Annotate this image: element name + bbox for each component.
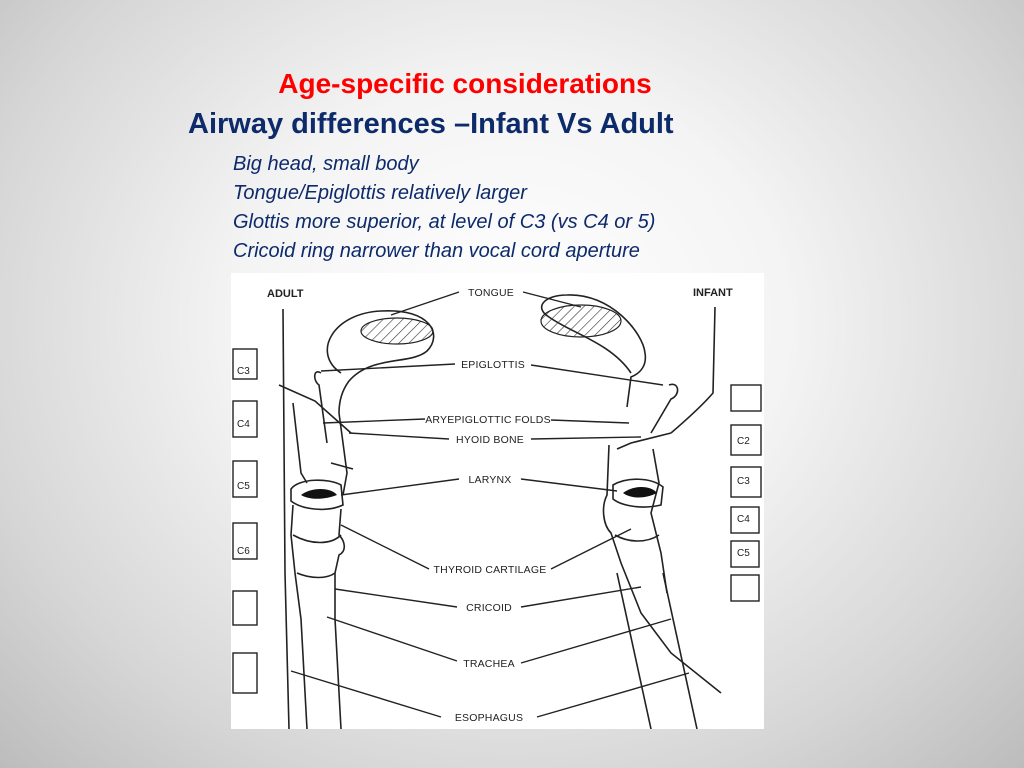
slide-subtitle: Airway differences –Infant Vs Adult	[188, 108, 674, 140]
vertebra-label: C2	[737, 436, 750, 447]
larynx-label: LARYNX	[468, 474, 512, 486]
vertebra-label: C4	[237, 419, 250, 430]
cricoid-label: CRICOID	[466, 602, 512, 614]
esophagus-label: ESOPHAGUS	[454, 712, 524, 724]
infant-airway-drawing	[541, 295, 721, 729]
bullet-item: Big head, small body	[233, 153, 419, 175]
vertebra-label: C6	[237, 546, 250, 557]
vertebra-label: C3	[237, 366, 250, 377]
tongue-label: TONGUE	[468, 287, 514, 299]
aryepiglottic-folds-label: ARYEPIGLOTTIC FOLDS	[425, 414, 551, 426]
vertebra-label: C3	[737, 476, 750, 487]
infant-tongue-shape	[541, 305, 621, 337]
epiglottis-label: EPIGLOTTIS	[461, 359, 525, 371]
adult-airway-drawing	[279, 309, 434, 729]
adult-label: ADULT	[267, 288, 304, 300]
vertebra-label: C5	[237, 481, 250, 492]
slide-title: Age-specific considerations	[278, 68, 652, 99]
bullet-list	[233, 150, 655, 266]
vertebra-label: C4	[737, 514, 750, 525]
airway-diagram-svg	[231, 273, 764, 729]
adult-tongue-shape	[361, 318, 433, 344]
hyoid-bone-label: HYOID BONE	[456, 434, 524, 446]
airway-diagram	[231, 273, 764, 729]
bullet-item: Glottis more superior, at level of C3 (vs C4 or 5)	[233, 211, 656, 233]
vertebra-label: C5	[737, 548, 750, 559]
adult-vertebrae	[233, 349, 257, 693]
thyroid-cartilage-label: THYROID CARTILAGE	[433, 564, 547, 576]
leader-lines	[291, 292, 689, 717]
infant-vertebrae	[731, 385, 761, 601]
infant-label: INFANT	[693, 287, 733, 299]
bullet-item: Cricoid ring narrower than vocal cord aperture	[233, 240, 640, 262]
bullet-item: Tongue/Epiglottis relatively larger	[233, 182, 527, 204]
trachea-label: TRACHEA	[463, 658, 515, 670]
